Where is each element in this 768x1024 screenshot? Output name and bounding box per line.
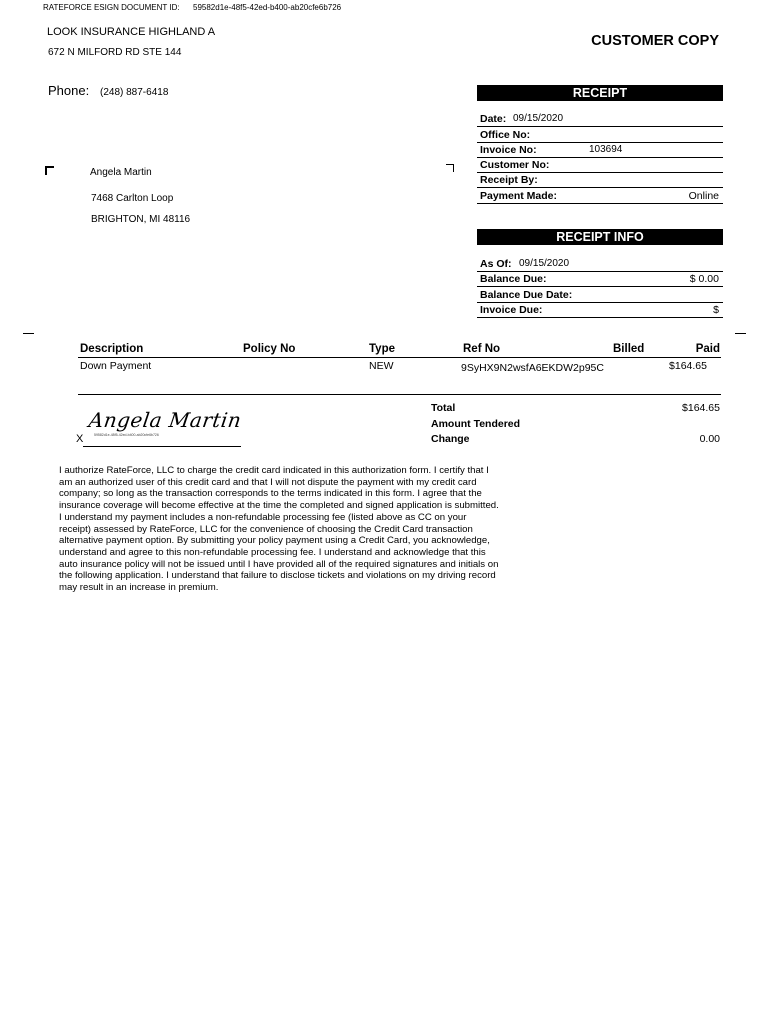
customer-street: 7468 Carlton Loop — [91, 193, 174, 204]
customer-copy-title: CUSTOMER COPY — [591, 33, 719, 49]
receipt-info-row-balance-due-date — [477, 287, 723, 303]
address-corner-left — [45, 166, 54, 175]
col-header-type: Type — [369, 343, 395, 355]
receipt-info-row-label: Balance Due Date: — [480, 289, 573, 301]
cell-paid: $164.65 — [669, 360, 707, 372]
receipt-row-label: Customer No: — [480, 159, 550, 171]
receipt-info-row-value: $ — [713, 304, 719, 316]
fold-mark-right — [735, 333, 746, 334]
change-value: 0.00 — [699, 433, 720, 445]
receipt-row-label: Payment Made: — [480, 190, 558, 202]
col-header-billed: Billed — [613, 343, 645, 355]
signature-x-mark: X — [76, 433, 84, 445]
esign-document-id: 59582d1e-48f5-42ed-b400-ab20cfe6b726 — [193, 3, 342, 12]
receipt-row-value: 09/15/2020 — [513, 113, 564, 124]
receipt-row-label: Date: — [480, 113, 507, 125]
signature-id-stamp: 59582d1e-48f5-42ed-b400-ab20cfe6b726 — [94, 433, 159, 437]
address-corner-right — [446, 164, 454, 172]
agency-name: LOOK INSURANCE HIGHLAND A — [47, 26, 216, 38]
signature-line — [83, 446, 241, 447]
receipt-title: RECEIPT — [477, 85, 723, 101]
amount-tendered-label: Amount Tendered — [431, 418, 521, 430]
agency-address: 672 N MILFORD RD STE 144 — [48, 47, 182, 58]
authorization-text: I authorize RateForce, LLC to charge the credit card indicated in this authorization form. I certify that I am an authorized user of this credit card and that I will not dispute the payment with my credit card company; so long as the transaction corresponds to the terms indicated in this form. I agree that the insurance coverage will become effective at the time the completed and signed application is submitted. I understand my payment includes a non-refundable processing fee (listed above as CC on your receipt) assessed by RateForce, LLC for the convenience of choosing the Credit Card transaction alternative payment option. By submitting your policy payment using a Credit Card, you acknowledge, understand and agree to this non-refundable processing fee. I understand and acknowledge that this auto insurance policy will not be issued until I have provided all of the required signatures and initials on the following application. I understand that failure to disclose tickets and violations on my driving record may result in an increase in premium. — [59, 465, 499, 594]
total-label: Total — [431, 402, 456, 414]
table-bottom-rule — [78, 394, 721, 395]
receipt-row-value: 103694 — [589, 144, 623, 155]
receipt-info-title: RECEIPT INFO — [477, 229, 723, 245]
receipt-row-customer — [477, 157, 723, 173]
receipt-row-label: Office No: — [480, 129, 531, 141]
change-label: Change — [431, 433, 470, 445]
receipt-info-row-as-of — [477, 256, 723, 272]
esign-label: RATEFORCE ESIGN DOCUMENT ID: — [43, 3, 180, 12]
signature-image — [87, 408, 243, 432]
customer-name: Angela Martin — [90, 167, 152, 178]
receipt-info-row-invoice-due — [477, 302, 723, 318]
receipt-row-label: Invoice No: — [480, 144, 537, 156]
receipt-info-row-label: Invoice Due: — [480, 304, 543, 316]
customer-city: BRIGHTON, MI 48116 — [91, 214, 191, 225]
phone-value: (248) 887-6418 — [100, 87, 169, 98]
receipt-info-row-label: Balance Due: — [480, 273, 547, 285]
cell-type: NEW — [369, 360, 394, 372]
cell-ref-no: 9SyHX9N2wsfA6EKDW2p95C — [461, 362, 604, 374]
col-header-policy-no: Policy No — [243, 343, 296, 355]
receipt-info-row-balance-due — [477, 271, 723, 287]
col-header-paid: Paid — [695, 343, 720, 355]
cell-description: Down Payment — [80, 360, 152, 372]
fold-mark-left — [23, 333, 34, 334]
receipt-info-row-label: As Of: — [480, 258, 512, 270]
receipt-row-date — [477, 111, 723, 127]
receipt-row-payment-made — [477, 188, 723, 204]
receipt-info-row-value: $ 0.00 — [689, 273, 719, 285]
table-header-rule — [78, 357, 721, 358]
receipt-row-invoice — [477, 142, 723, 158]
signature-text: Angela Martin — [87, 408, 244, 432]
receipt-row-office — [477, 127, 723, 143]
col-header-description: Description — [80, 343, 144, 355]
phone-label: Phone: — [48, 83, 90, 98]
receipt-row-value: Online — [688, 190, 719, 202]
col-header-ref-no: Ref No — [463, 343, 501, 355]
total-value: $164.65 — [682, 402, 720, 414]
receipt-row-receipt-by — [477, 172, 723, 188]
receipt-info-row-value: 09/15/2020 — [519, 258, 570, 269]
receipt-row-label: Receipt By: — [480, 174, 538, 186]
